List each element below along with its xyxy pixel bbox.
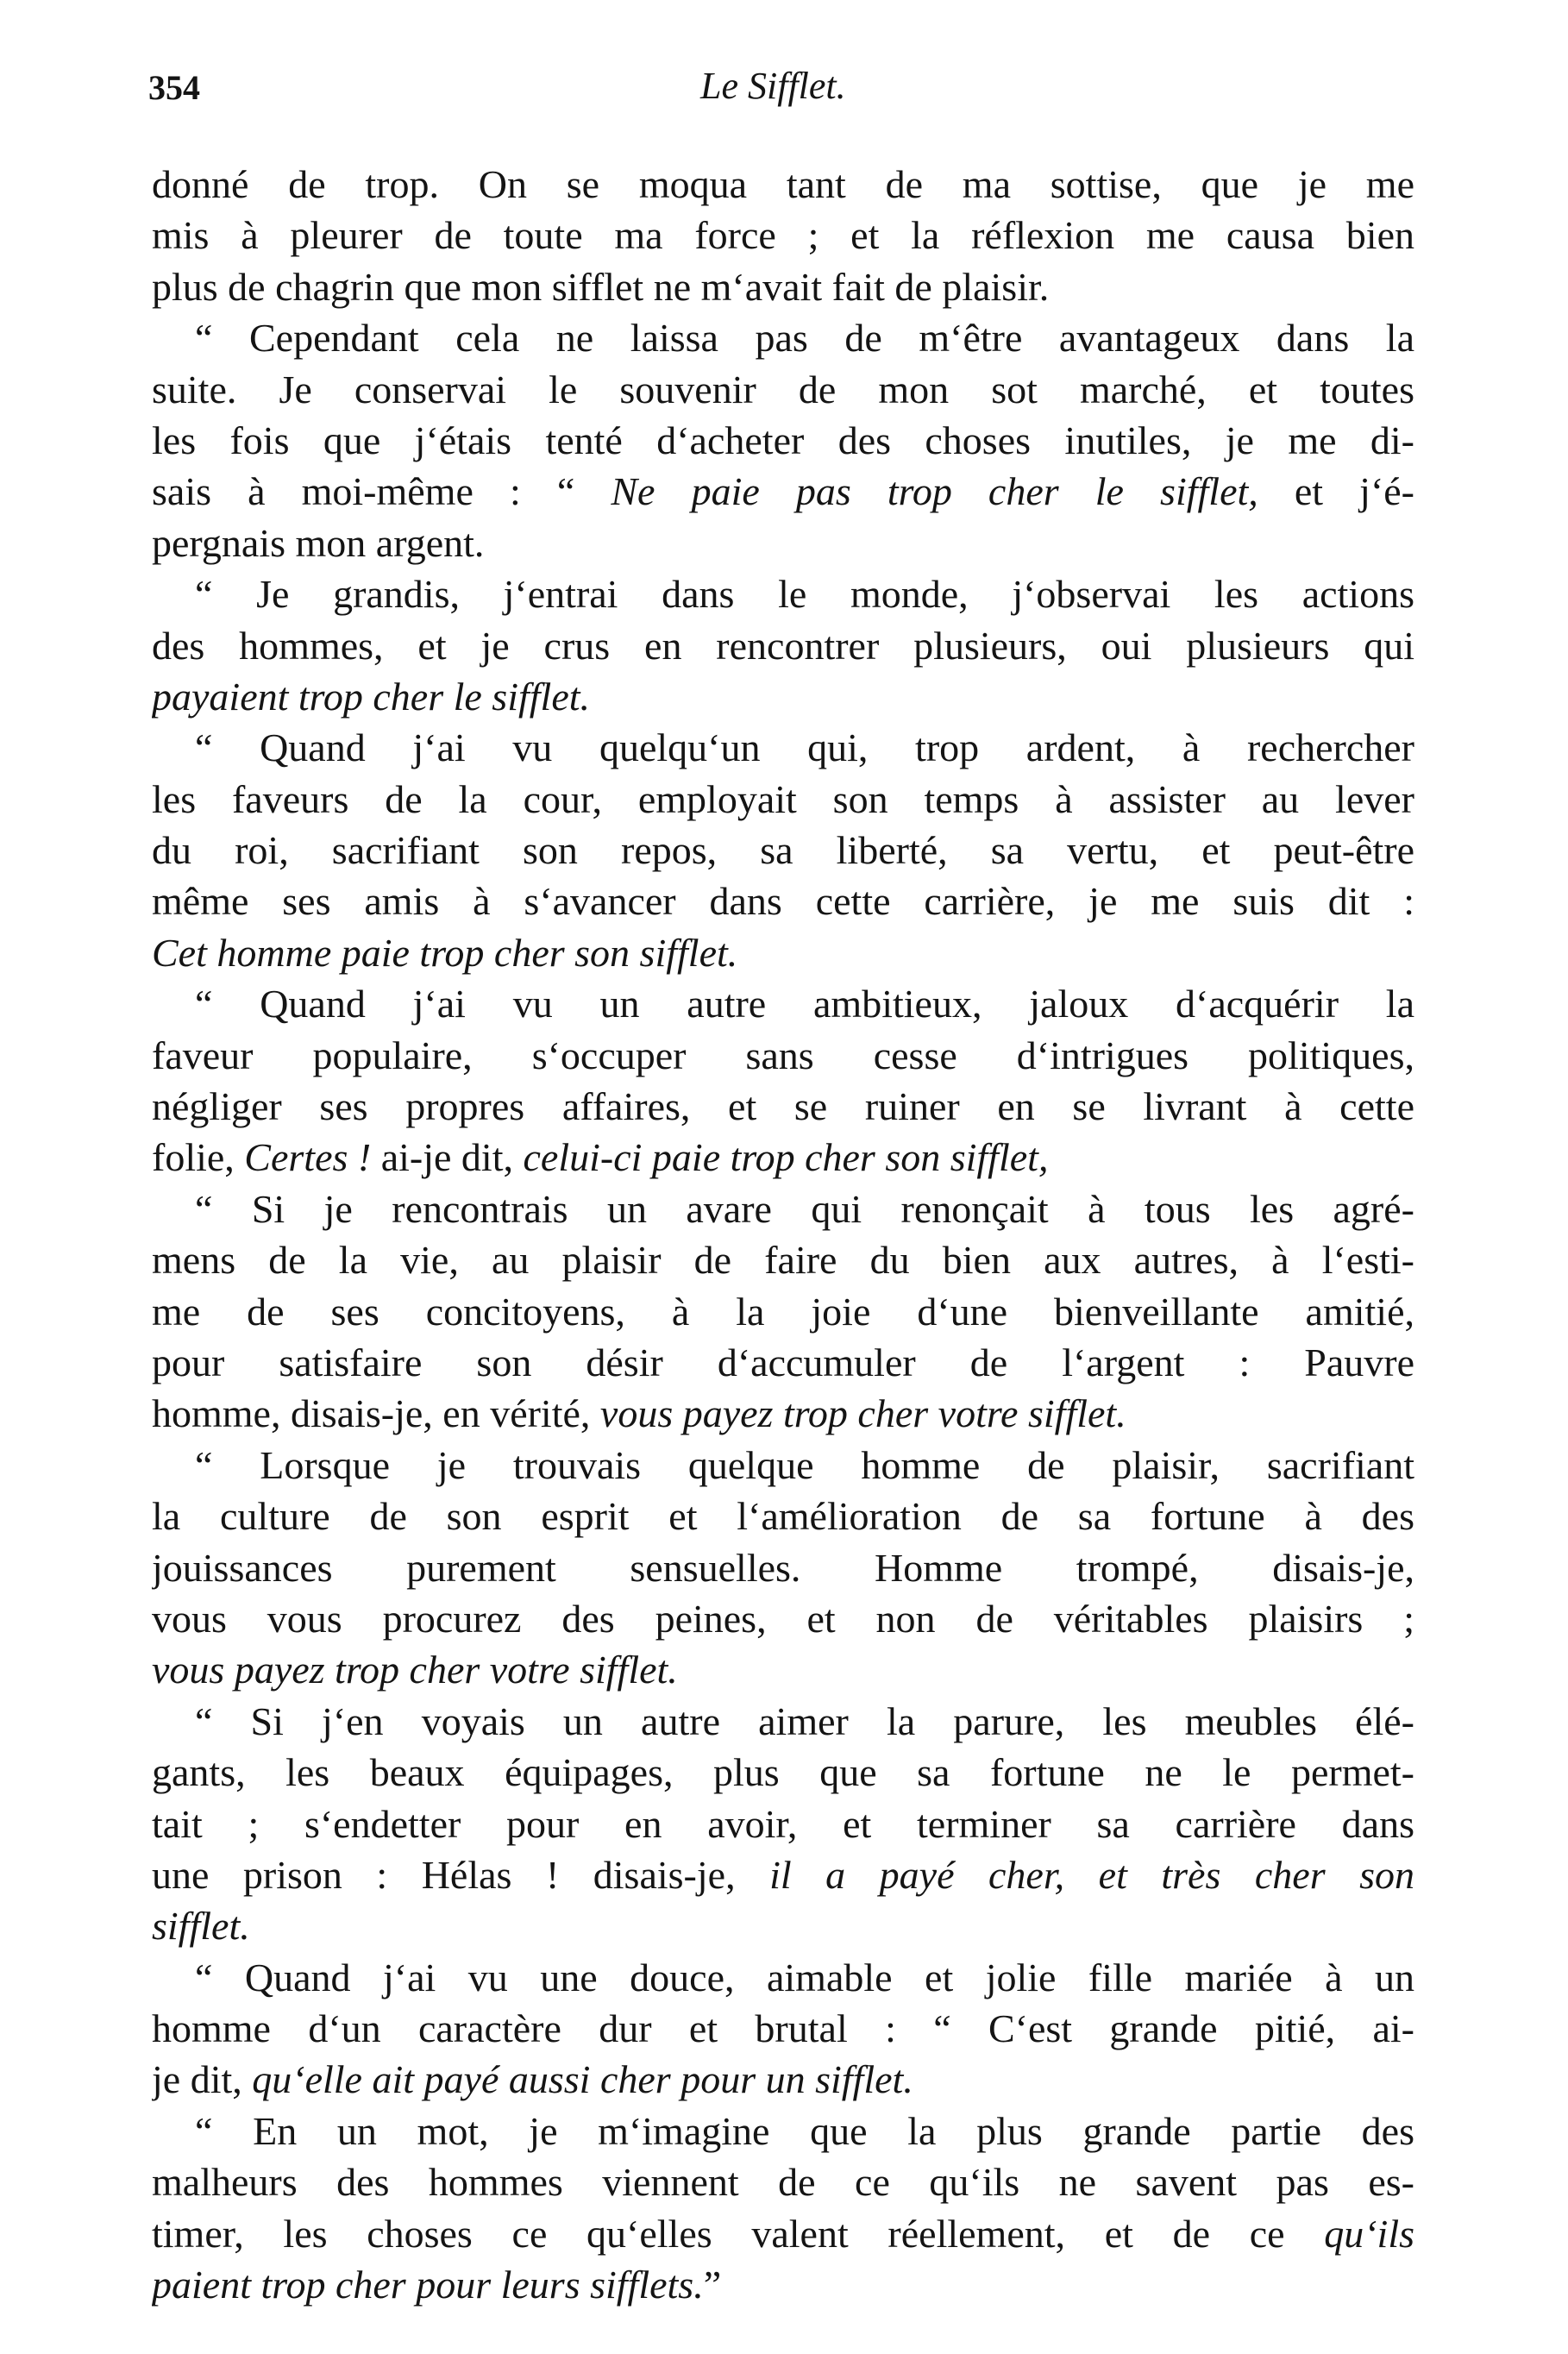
text-line [152,261,1414,312]
roman-text: pour satisfaire son désir d‘accumuler de l‘argent : Pauvre [152,1340,1414,1384]
text-line [152,415,1414,466]
text-line [152,1234,1414,1285]
roman-text: “ En un mot, je m‘imagine que la plus grande partie des [195,2108,1414,2153]
text-line [152,1337,1414,1388]
italic-text: payaient trop cher le sifflet. [152,674,591,719]
roman-text: “ Si j‘en voyais un autre aimer la parure, les meubles élé- [195,1698,1414,1743]
roman-text: homme, disais-je, en vérité, [152,1391,600,1436]
roman-text: folie, [152,1135,245,1180]
text-line [152,1030,1414,1081]
text-line [152,1952,1414,2003]
text-line [152,2003,1414,2054]
roman-text: même ses amis à s‘avancer dans cette carrière, je me suis dit : [152,879,1414,924]
roman-text: des hommes, et je crus en rencontrer plusieurs, oui plusieurs qui [152,623,1414,668]
italic-text: il a payé cher, et très cher son [769,1852,1414,1897]
text-line [152,825,1414,876]
roman-text: malheurs des hommes viennent de ce qu‘ils ne savent pas es- [152,2160,1414,2205]
roman-text: la culture de son esprit et l‘amélioration de sa fortune à des [152,1494,1414,1539]
text-line [152,722,1414,773]
italic-text: qu‘elle ait payé aussi cher pour un sifflet. [252,2057,913,2102]
roman-text: “ Lorsque je trouvais quelque homme de plaisir, sacrifiant [195,1442,1414,1487]
roman-text: tait ; s‘endetter pour en avoir, et terminer sa carrière dans [152,1801,1414,1846]
text-line [152,159,1414,210]
roman-text: faveur populaire, s‘occuper sans cesse d‘intrigues politiques, [152,1033,1414,1077]
text-line [152,364,1414,415]
roman-text: “ Quand j‘ai vu une douce, aimable et jolie fille mariée à un [195,1955,1414,1999]
roman-text: homme d‘un caractère dur et brutal : “ C‘est grande pitié, ai- [152,2006,1414,2051]
roman-text: ai-je dit, [371,1135,524,1180]
roman-text: “ Cependant cela ne laissa pas de m‘être avantageux dans la [195,316,1414,361]
text-line [152,1440,1414,1491]
text-line [152,312,1414,363]
text-line [152,1849,1414,1900]
roman-text: donné de trop. On se moqua tant de ma sottise, que je me [152,162,1414,206]
text-line [152,1593,1414,1644]
roman-text: plus de chagrin que mon sifflet ne m‘avait fait de plaisir. [152,264,1050,309]
text-line [152,876,1414,926]
text-line [152,1286,1414,1337]
text-line [152,568,1414,619]
roman-text: et j‘é- [1258,469,1414,514]
text-line [152,2054,1414,2105]
roman-text: “ Je grandis, j‘entrai dans le monde, j‘observai les actions [195,572,1414,617]
roman-text: les fois que j‘étais tenté d‘acheter des choses inutiles, je me di- [152,417,1414,462]
text-line [152,518,1414,568]
text-line [152,2106,1414,2156]
roman-text: ” [703,2263,722,2307]
text-line [152,2259,1414,2310]
text-line [152,1747,1414,1798]
running-head [148,67,1425,128]
roman-text: timer, les choses ce qu‘elles valent réellement, et de ce [152,2211,1325,2256]
roman-text: une prison : Hélas ! disais-je, [152,1852,770,1897]
text-line [152,1132,1414,1183]
roman-text: gants, les beaux équipages, plus que sa fortune ne le permet- [152,1750,1414,1795]
text-line [152,2156,1414,2207]
text-line [152,2208,1414,2259]
roman-text: du roi, sacrifiant son repos, sa liberté, sa vertu, et peut-être [152,828,1414,873]
text-line [152,1644,1414,1695]
roman-text: vous vous procurez des peines, et non de véritables plaisirs ; [152,1596,1414,1641]
text-line [152,620,1414,671]
italic-text: paient trop cher pour leurs sifflets. [152,2263,704,2307]
italic-text: vous payez trop cher votre sifflet. [599,1391,1126,1436]
roman-text: “ Si je rencontrais un avare qui renonçait à tous les agré- [195,1186,1414,1231]
roman-text: sais à moi-même : “ [152,469,612,514]
italic-text: Cet homme paie trop cher son sifflet. [152,930,738,975]
roman-text: jouissances purement sensuelles. Homme trompé, disais-je, [152,1545,1414,1590]
text-line [152,1183,1414,1234]
roman-text: “ Quand j‘ai vu un autre ambitieux, jaloux d‘acquérir la [195,982,1414,1026]
italic-text: qu‘ils [1324,2211,1414,2256]
text-line [152,1081,1414,1132]
roman-text: suite. Je conservai le souvenir de mon sot marché, et toutes [152,367,1414,411]
italic-text: celui-ci paie trop cher son sifflet, [523,1135,1049,1180]
text-line [152,927,1414,978]
roman-text: pergnais mon argent. [152,520,485,565]
roman-text: les faveurs de la cour, employait son temps à assister au lever [152,776,1414,821]
roman-text: me de ses concitoyens, à la joie d‘une bienveillante amitié, [152,1289,1414,1334]
italic-text: Certes ! [244,1135,372,1180]
text-line [152,1696,1414,1747]
page-number: 354 [148,68,200,107]
roman-text: négliger ses propres affaires, et se ruiner en se livrant à cette [152,1084,1414,1129]
text-line [152,1900,1414,1951]
text-line [152,978,1414,1029]
running-title: Le Sifflet. [700,65,846,107]
text-line [152,466,1414,517]
roman-text: mens de la vie, au plaisir de faire du bien aux autres, à l‘esti- [152,1238,1414,1283]
italic-text: Ne paie pas trop cher le sifflet, [611,469,1258,514]
text-line [152,1542,1414,1593]
text-line [152,774,1414,825]
body-text [152,159,1414,2310]
text-line [152,1798,1414,1849]
text-line [152,671,1414,722]
text-line [152,1388,1414,1439]
roman-text: “ Quand j‘ai vu quelqu‘un qui, trop ardent, à rechercher [195,725,1414,770]
text-line [152,210,1414,261]
roman-text: je dit, [152,2057,253,2102]
text-line [152,1491,1414,1541]
italic-text: vous payez trop cher votre sifflet. [152,1648,678,1692]
italic-text: sifflet. [152,1904,250,1949]
roman-text: mis à pleurer de toute ma force ; et la réflexion me causa bien [152,213,1414,258]
